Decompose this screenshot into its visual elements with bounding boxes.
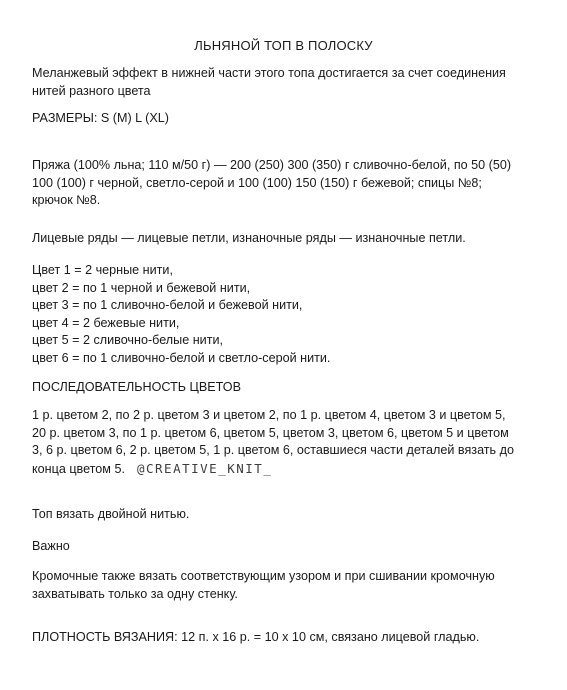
- important-line: захватывать только за одну стенку.: [32, 586, 238, 601]
- sequence-line: 3, 6 р. цветом 6, 2 р. цветом 5, 1 р. цветом 6, оставшиеся части деталей вязать до: [32, 443, 514, 458]
- intro-paragraph: [32, 65, 537, 100]
- rows-note: Лицевые ряды — лицевые петли, изнаночные ряды — изнаночные петли.: [32, 231, 466, 245]
- color-item: цвет 3 = по 1 сливочно-белой и бежевой нити,: [32, 298, 303, 313]
- page-title: ЛЬНЯНОЙ ТОП В ПОЛОСКУ: [194, 38, 373, 53]
- sequence-line: [32, 460, 537, 479]
- important-heading: Важно: [32, 539, 70, 553]
- color-list: [32, 262, 537, 368]
- sequence-paragraph: [32, 407, 537, 478]
- yarn-line: Пряжа (100% льна; 110 м/50 г) — 200 (250) 300 (350) г сливочно-белой, по 50 (50): [32, 158, 512, 172]
- color-item: цвет 5 = 2 сливочно-белые нити,: [32, 333, 223, 348]
- watermark: @CREATIVE_KNIT_: [136, 460, 273, 476]
- color-item: цвет 2 = по 1 черной и бежевой нити,: [32, 280, 251, 295]
- sizes-line: РАЗМЕРЫ: S (M) L (XL): [32, 111, 169, 125]
- sequence-line: 1 р. цветом 2, по 2 р. цветом 3 и цветом 2, по 1 р. цветом 4, цветом 3 и цветом 5,: [32, 408, 506, 422]
- yarn-line: крючок №8.: [32, 193, 101, 208]
- gauge-line: ПЛОТНОСТЬ ВЯЗАНИЯ: 12 п. х 16 р. = 10 х 10 см, связано лицевой гладью.: [32, 630, 480, 644]
- sequence-line-end: конца цветом 5.: [32, 461, 125, 476]
- color-item: цвет 4 = 2 бежевые нити,: [32, 315, 180, 330]
- sequence-line: 20 р. цветом 3, по 1 р. цветом 6, цветом 5, цветом 3, цветом 6, цветом 5 и цветом: [32, 425, 509, 440]
- important-paragraph: [32, 568, 537, 603]
- intro-line: Меланжевый эффект в нижней части этого топа достигается за счет соединения: [32, 66, 506, 80]
- sequence-heading: ПОСЛЕДОВАТЕЛЬНОСТЬ ЦВЕТОВ: [32, 380, 241, 394]
- intro-line: нитей разного цвета: [32, 83, 151, 98]
- color-item: цвет 6 = по 1 сливочно-белой и светло-серой нити.: [32, 350, 331, 365]
- color-item: Цвет 1 = 2 черные нити,: [32, 263, 173, 277]
- yarn-paragraph: [32, 157, 537, 210]
- double-thread-note: Топ вязать двойной нитью.: [32, 507, 190, 521]
- important-line: Кромочные также вязать соответствующим узором и при сшивании кромочную: [32, 569, 495, 583]
- yarn-line: 100 (100) г черной, светло-серой и 100 (100) 150 (150) г бежевой; спицы №8;: [32, 175, 482, 190]
